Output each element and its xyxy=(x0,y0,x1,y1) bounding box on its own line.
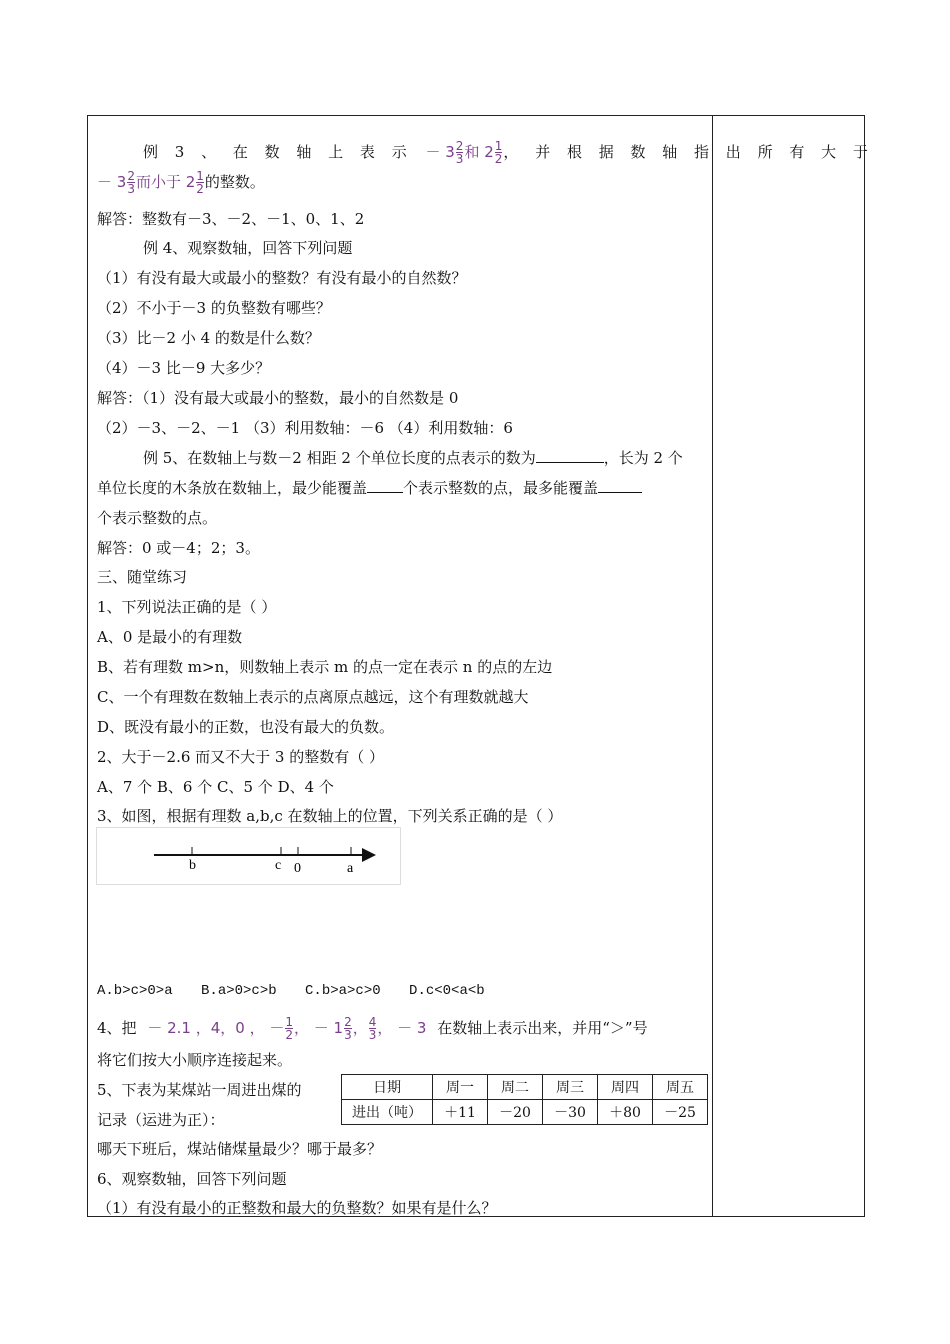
axis-arrow xyxy=(362,848,376,862)
blank-3 xyxy=(598,478,642,493)
p2-question: 2、大于－2.6 而又不大于 3 的整数有（ ） xyxy=(97,748,385,766)
section-title: 三、随堂练习 xyxy=(97,568,188,586)
label-zero: 0 xyxy=(294,861,301,876)
blank-1 xyxy=(536,448,604,463)
p1-question: 1、下列说法正确的是（ ） xyxy=(97,598,277,616)
ex5-line1: 例 5、在数轴上与数－2 相距 2 个单位长度的点表示的数为 ，长为 2 个 xyxy=(143,449,683,467)
p1-option-c: C、一个有理数在数轴上表示的点离原点越远，这个有理数就越大 xyxy=(97,688,529,706)
table-cell: 周四 xyxy=(598,1075,653,1100)
p5-line3: 哪天下班后，煤站储煤量最少？哪于最多？ xyxy=(97,1140,383,1158)
table-cell: 日期 xyxy=(342,1075,433,1100)
table-cell: －25 xyxy=(653,1100,708,1125)
table-cell: ＋11 xyxy=(433,1100,488,1125)
table-cell: 周三 xyxy=(543,1075,598,1100)
p1-option-b: B、若有理数 m>n，则数轴上表示 m 的点一定在表示 n 的点的左边 xyxy=(97,658,553,676)
number-line xyxy=(96,827,401,885)
p3-options: A.b>c>0>a B.a>0>c>b C.b>a>c>0 D.c<0<a<b xyxy=(97,983,485,999)
ex5-line2: 单位长度的木条放在数轴上，最少能覆盖 个表示整数的点，最多能覆盖 xyxy=(97,478,642,500)
p5-line1: 5、下表为某煤站一周进出煤的 xyxy=(97,1081,302,1099)
column-divider xyxy=(712,115,713,1217)
ex4-q1: （1）有没有最大或最小的整数？有没有最小的自然数？ xyxy=(97,269,467,287)
ex4-q3: （3）比－2 小 4 的数是什么数？ xyxy=(97,329,320,347)
p2-options: A、7 个 B、6 个 C、5 个 D、4 个 xyxy=(97,778,334,796)
table-row xyxy=(342,1100,708,1125)
label-b: b xyxy=(189,858,196,873)
ex5-answer: 解答：0 或－4；2；3。 xyxy=(97,539,260,557)
table-cell: 进出（吨） xyxy=(342,1100,433,1125)
p6-question: 6、观察数轴，回答下列问题 xyxy=(97,1170,287,1188)
p4-line2: 将它们按大小顺序连接起来。 xyxy=(97,1051,293,1069)
p4-line1: 4、把 － 2.1 ，4，0 ， － $\frac{1}{2}$ ， － 1 $\frac{2}{3}$ ， $\frac{4}{3}$ ， － 3 在数轴上表示出来，并用“＞”号 xyxy=(97,1015,648,1042)
p5-line2: 记录（运进为正）： xyxy=(97,1111,225,1129)
blank-2 xyxy=(367,478,403,493)
coal-table xyxy=(341,1074,708,1125)
ex3-answer: 解答：整数有－3、－2、－1、0、1、2 xyxy=(97,210,365,228)
ex3-line2: － 3 $\frac{2}{3}$ 而小于 2 $\frac{1}{2}$ 的整数。 xyxy=(97,169,265,196)
ex4-q2: （2）不小于－3 的负整数有哪些？ xyxy=(97,299,331,317)
table-cell: ＋80 xyxy=(598,1100,653,1125)
ex4-a2: （2）－3、－2、－1 （3）利用数轴：－6 （4）利用数轴：6 xyxy=(97,419,513,437)
ex4-title: 例 4、观察数轴，回答下列问题 xyxy=(143,239,353,257)
table-row xyxy=(342,1075,708,1100)
table-cell: 周五 xyxy=(653,1075,708,1100)
p6-q1: （1）有没有最小的正整数和最大的负整数？如果有是什么？ xyxy=(97,1199,497,1217)
label-a: a xyxy=(347,861,354,876)
ex4-a1: 解答：（1）没有最大或最小的整数，最小的自然数是 0 xyxy=(97,389,459,407)
table-cell: －30 xyxy=(543,1100,598,1125)
p1-option-d: D、既没有最小的正数，也没有最大的负数。 xyxy=(97,718,395,736)
p3-question: 3、如图，根据有理数 a,b,c 在数轴上的位置，下列关系正确的是（ ） xyxy=(97,807,563,825)
label-c: c xyxy=(275,858,282,873)
ex5-line3: 个表示整数的点。 xyxy=(97,509,218,527)
table-cell: 周一 xyxy=(433,1075,488,1100)
table-cell: －20 xyxy=(488,1100,543,1125)
ex3-line1: 例 3 、 在 数 轴 上 表 示 － 3 $\frac{2}{3}$ 和 2 $\frac{1}{2}$ ， 并 根 据 数 轴 指 出 所 有 大 于 xyxy=(143,139,874,166)
ex4-q4: （4）－3 比－9 大多少？ xyxy=(97,359,271,377)
table-cell: 周二 xyxy=(488,1075,543,1100)
p1-option-a: A、0 是最小的有理数 xyxy=(97,628,243,646)
